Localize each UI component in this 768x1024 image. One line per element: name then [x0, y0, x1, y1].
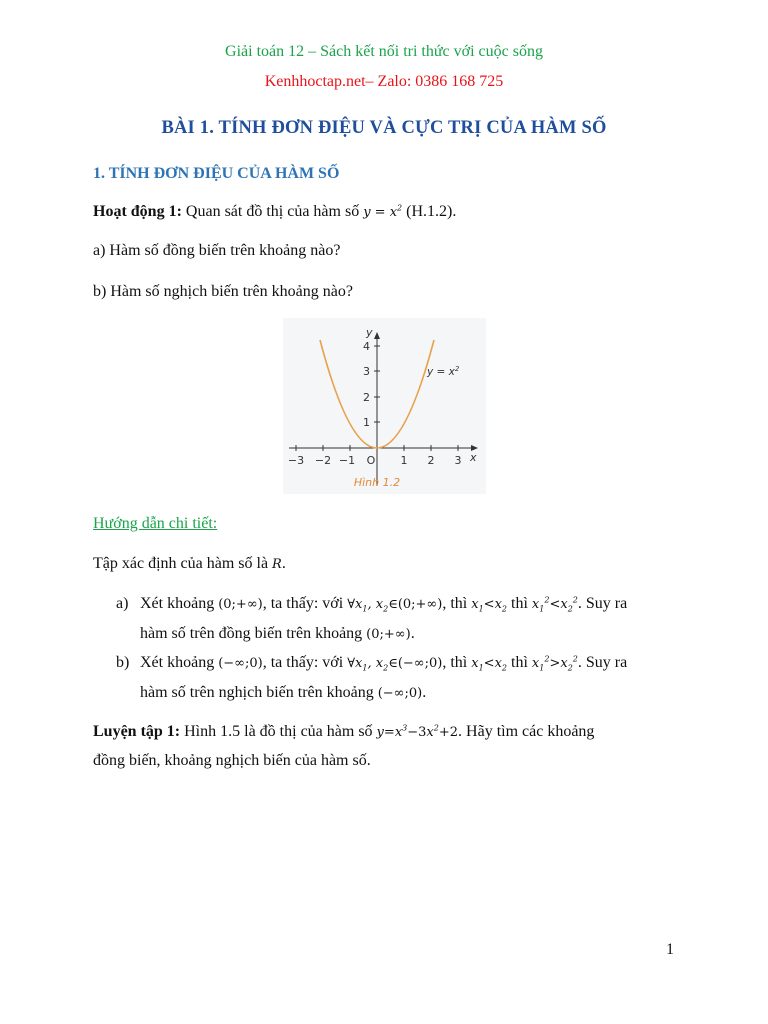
y-tick-label: 1: [363, 416, 370, 429]
activity-label: Hoạt động 1:: [93, 203, 182, 220]
item-a-label: a): [116, 595, 129, 612]
domain-statement: Tập xác định của hàm số là R.: [93, 555, 286, 572]
x-tick-label: 2: [427, 454, 435, 467]
origin-label: O: [366, 454, 376, 467]
curve-label: $y = x^2$: [427, 365, 460, 378]
page-number: 1: [666, 941, 674, 958]
y-tick-label: 2: [363, 391, 370, 404]
practice-label: Luyện tập 1:: [93, 723, 181, 740]
activity-formula: $y = x^2$: [363, 203, 403, 220]
x-tick-label: −1: [338, 454, 356, 467]
figure-background: [283, 318, 486, 494]
real-set-symbol: R: [272, 557, 282, 572]
y-tick-label: 4: [363, 340, 370, 353]
practice-paragraph-line1: Luyện tập 1: Hình 1.5 là đồ thị của hàm số $y=x^3-3x^2+2$. Hãy tìm các khoảng: [93, 723, 595, 740]
x-tick-label: −2: [314, 454, 332, 467]
question-a: a) Hàm số đồng biến trên khoảng nào?: [93, 242, 341, 259]
y-tick-label: 3: [363, 365, 370, 378]
x-tick-label: 1: [400, 454, 408, 467]
activity-text: Quan sát đồ thị của hàm số: [181, 203, 364, 220]
item-a-line2: hàm số trên đồng biến trên khoảng (0;+∞).: [140, 625, 415, 642]
figure-caption: Hình 1.2: [353, 476, 401, 489]
header-website-contact: Kenhhoctap.net– Zalo: 0386 168 725: [264, 73, 504, 90]
section-heading: 1. TÍNH ĐƠN ĐIỆU CỦA HÀM SỐ: [93, 165, 340, 182]
item-b-label: b): [116, 654, 130, 671]
y-axis-label: y: [366, 326, 373, 339]
x-tick-label: −3: [287, 454, 305, 467]
item-b-line2: hàm số trên nghịch biến trên khoảng (−∞;0).: [140, 684, 427, 701]
parabola-figure: [283, 318, 486, 494]
lesson-title: BÀI 1. TÍNH ĐƠN ĐIỆU VÀ CỰC TRỊ CỦA HÀM SỐ: [161, 118, 607, 138]
question-b: b) Hàm số nghịch biến trên khoảng nào?: [93, 283, 353, 300]
x-tick-label: 3: [454, 454, 462, 467]
practice-paragraph-line2: đồng biến, khoảng nghịch biến của hàm số.: [93, 752, 371, 769]
detailed-guide-heading: Hướng dẫn chi tiết:: [93, 515, 218, 532]
item-a-line1: Xét khoảng (0;+∞), ta thấy: với $\forall x_1$, $x_2\in(0;+\infty)$, thì $x_1<x_2$ thì $x_1^2<x_2^2$. Suy ra: [140, 595, 628, 614]
item-b-line1: Xét khoảng (−∞;0), ta thấy: với $\forall x_1$, $x_2\in(-\infty;0)$, thì $x_1<x_2$ thì $x_1^2>x_2^2$. Suy ra: [140, 654, 628, 673]
activity-ref: (H.1.2).: [402, 203, 457, 220]
activity-paragraph: [93, 203, 456, 221]
header-book-title: Giải toán 12 – Sách kết nối tri thức với cuộc sống: [225, 43, 543, 60]
x-axis-label: x: [470, 451, 477, 464]
